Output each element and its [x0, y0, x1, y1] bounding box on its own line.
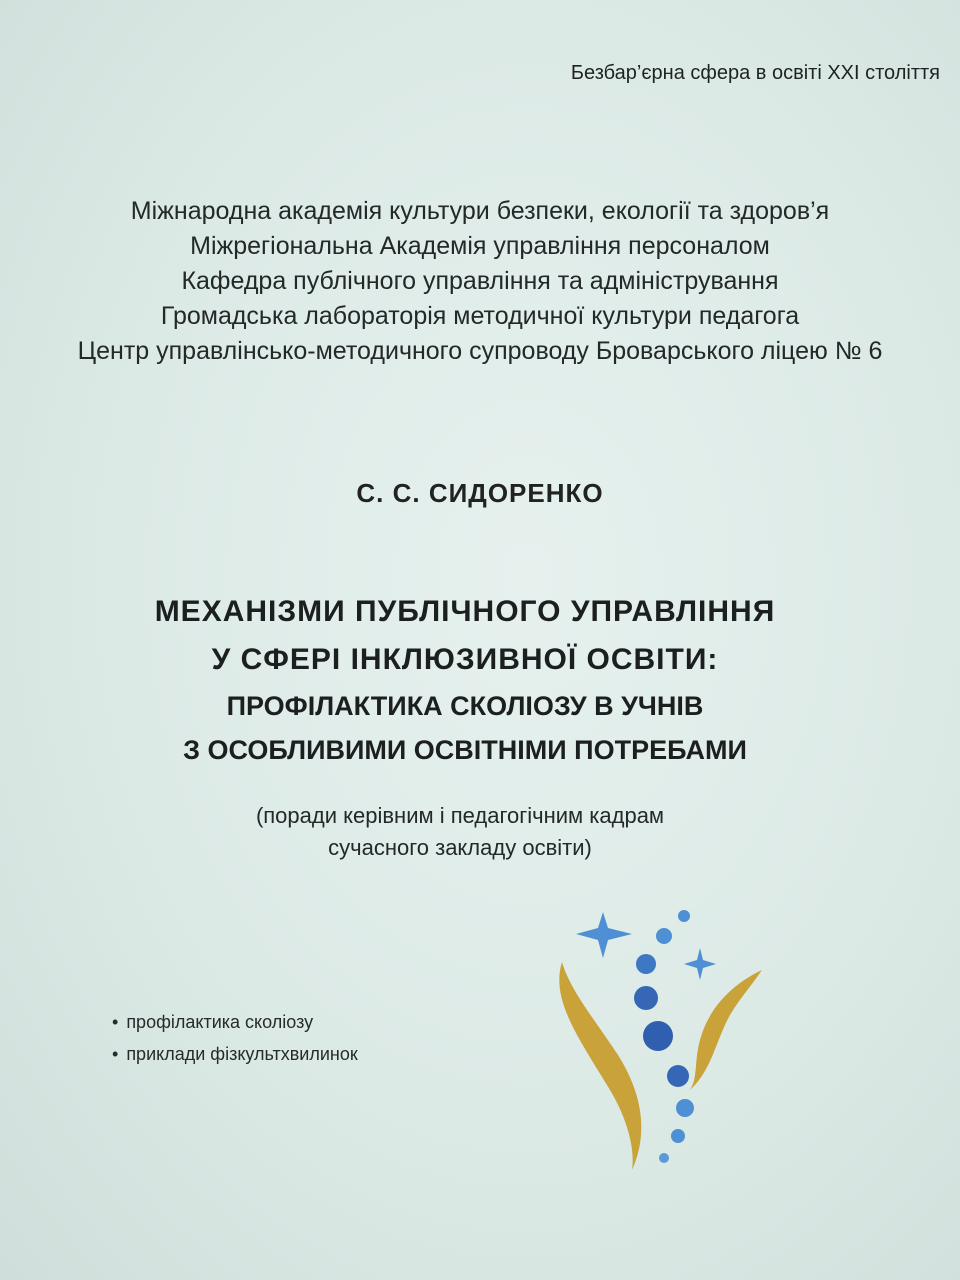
star-large-icon — [576, 912, 632, 958]
list-item — [112, 1038, 358, 1070]
author-name: С. С. СИДОРЕНКО — [356, 478, 604, 508]
gold-right-swoosh — [690, 970, 762, 1090]
series-header: Безбар’єрна сфера в освіті XXI століття — [570, 62, 940, 84]
spine-dot — [676, 1099, 694, 1117]
bullet-icon: • — [112, 1012, 119, 1032]
spine-dot — [671, 1129, 685, 1143]
spine-dot — [678, 910, 690, 922]
institutions-list — [0, 194, 960, 369]
topics-list — [112, 1006, 358, 1070]
spine-dot — [634, 986, 658, 1010]
advice-line: сучасного закладу освіти) — [328, 835, 592, 860]
advice-note — [0, 800, 920, 864]
spine-dot — [656, 928, 672, 944]
institution-line: Кафедра публічного управління та адміністрування — [181, 267, 779, 295]
advice-line: (поради керівним і педагогічним кадрам — [255, 803, 665, 828]
bullet-icon: • — [112, 1044, 119, 1064]
spine-dot — [636, 954, 656, 974]
book-title — [0, 588, 930, 772]
list-item-label: приклади фізкультхвилинок — [126, 1044, 358, 1064]
title-line: У СФЕРІ ІНКЛЮЗИВНОЇ ОСВІТИ: — [211, 643, 719, 676]
institution-line: Громадська лабораторія методичної культури педагога — [160, 302, 800, 330]
subtitle-line: З ОСОБЛИВИМИ ОСВІТНІМИ ПОТРЕБАМИ — [183, 735, 747, 765]
institution-line: Міжрегіональна Академія управління персоналом — [190, 232, 770, 260]
institution-line: Центр управлінсько-методичного супроводу Броварського ліцею № 6 — [77, 337, 883, 365]
spine-dot — [643, 1021, 673, 1051]
title-line: МЕХАНІЗМИ ПУБЛІЧНОГО УПРАВЛІННЯ — [154, 595, 776, 628]
spine-dot — [667, 1065, 689, 1087]
subtitle-line: ПРОФІЛАКТИКА СКОЛІОЗУ В УЧНІВ — [226, 691, 704, 721]
spine-figure-logo-icon — [540, 890, 780, 1170]
list-item — [112, 1006, 358, 1038]
gold-left-swoosh — [559, 962, 641, 1170]
list-item-label: профілактика сколіозу — [126, 1012, 314, 1032]
star-small-icon — [684, 948, 716, 980]
spine-dot — [659, 1153, 669, 1163]
institution-line: Міжнародна академія культури безпеки, екології та здоров’я — [130, 197, 830, 225]
